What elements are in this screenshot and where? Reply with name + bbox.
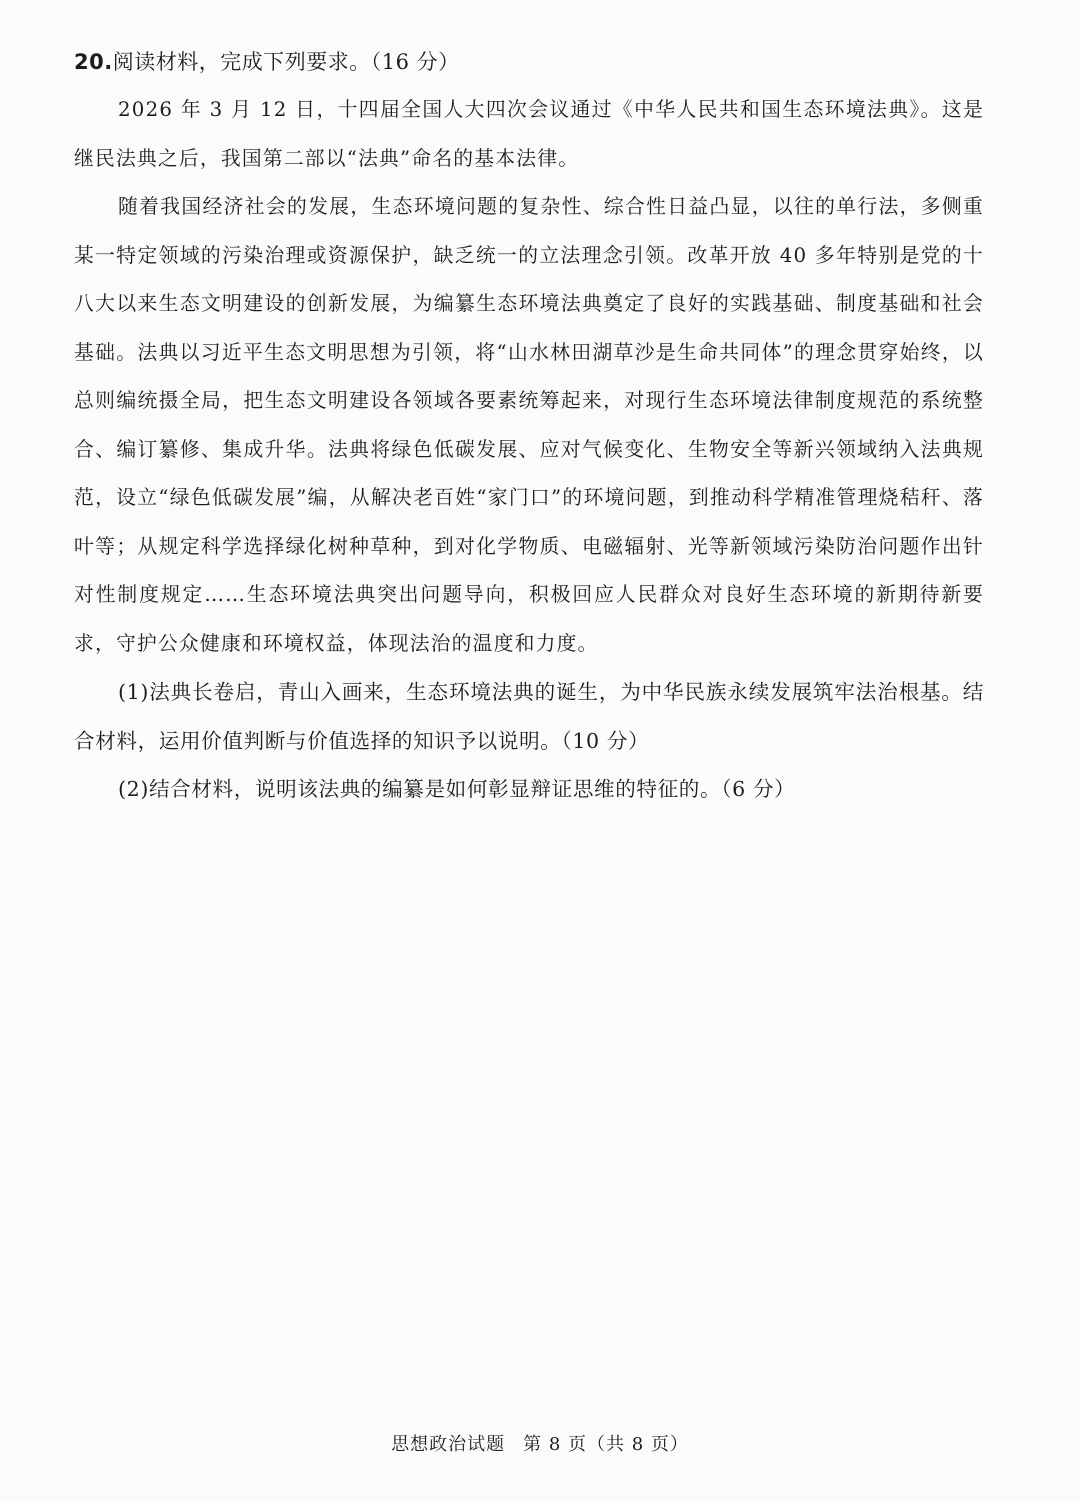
sub-question-1: (1)法典长卷启，青山入画来，生态环境法典的诞生，为中华民族永续发展筑牢法治根基。结合材料，运用价值判断与价值选择的知识予以说明。（10 分） bbox=[74, 680, 984, 753]
footer-subject: 思想政治试题 bbox=[391, 1434, 506, 1455]
sub-question-2: (2)结合材料，说明该法典的编纂是如何彰显辩证思维的特征的。（6 分） bbox=[118, 777, 796, 801]
material-paragraph-1: 2026 年 3 月 12 日，十四届全国人大四次会议通过《中华人民共和国生态环境法典》。这是继民法典之后，我国第二部以“法典”命名的基本法律。 bbox=[74, 98, 984, 170]
question-block bbox=[74, 42, 984, 814]
page-footer bbox=[0, 1431, 1080, 1459]
question-number: 20. bbox=[74, 50, 113, 74]
material-paragraph-2: 随着我国经济社会的发展，生态环境问题的复杂性、综合性日益凸显，以往的单行法，多侧重某一特定领域的污染治理或资源保护，缺乏统一的立法理念引领。改革开放 40 多年特别是党的十八大以来生态文明建设的创新发展，为编纂生态环境法典奠定了良好的实践基础、制度基础和社会基础。法典以习近平生态文明思想为引领，将“山水林田湖草沙是生命共同体”的理念贯穿始终，以总则编统摄全局，把生态文明建设各领域各要素统筹起来，对现行生态环境法律制度规范的系统整合、编订纂修、集成升华。法典将绿色低碳发展、应对气候变化、生物安全等新兴领域纳入法典规范，设立“绿色低碳发展”编，从解决老百姓“家门口”的环境问题，到推动科学精准管理烧秸秆、落叶等；从规定科学选择绿化树种草种，到对化学物质、电磁辐射、光等新领域污染防治问题作出针对性制度规定……生态环境法典突出问题导向，积极回应人民群众对良好生态环境的新期待新要求，守护公众健康和环境权益，体现法治的温度和力度。 bbox=[74, 195, 984, 655]
footer-page-info: 第 8 页（共 8 页） bbox=[523, 1434, 689, 1455]
question-header bbox=[74, 42, 984, 82]
question-instruction: 阅读材料，完成下列要求。（16 分） bbox=[112, 50, 460, 74]
